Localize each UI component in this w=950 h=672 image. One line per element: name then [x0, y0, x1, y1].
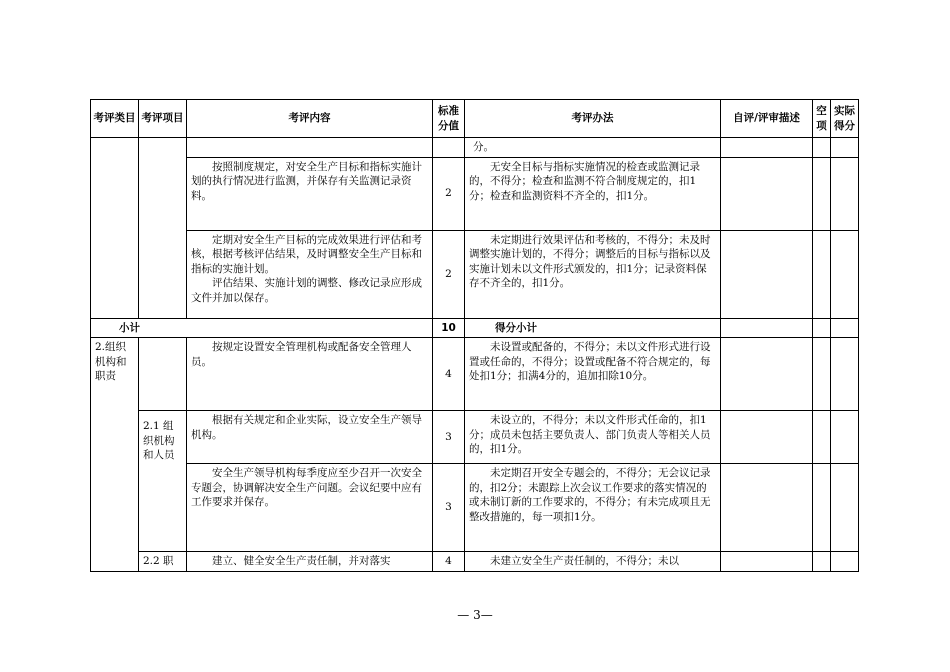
header-actual: 实际得分 [831, 100, 859, 138]
item-cell [139, 338, 187, 411]
actual-cell [831, 338, 859, 411]
score-cell [433, 138, 465, 158]
content-cell [187, 230, 433, 318]
self-eval-cell [721, 338, 813, 411]
table-row [91, 464, 859, 552]
content-cell: 根据有关规定和企业实际，设立安全生产领导机构。 [187, 411, 433, 464]
blank-cell [813, 230, 831, 318]
item-cell: 2.2 职 [139, 552, 187, 572]
self-eval-cell [721, 411, 813, 464]
actual-cell [831, 138, 859, 158]
content-paragraph: 评估结果、实施计划的调整、修改记录应形成文件并加以保存。 [191, 277, 422, 304]
table-row [91, 338, 859, 411]
header-content: 考评内容 [187, 100, 433, 138]
self-eval-cell [721, 552, 813, 572]
category-cell: 2.组织机构和职责 [91, 338, 139, 572]
blank-cell [813, 138, 831, 158]
self-eval-cell [721, 464, 813, 552]
header-blank: 空项 [813, 100, 831, 138]
actual-cell [831, 411, 859, 464]
category-cell [91, 138, 139, 319]
subtotal-label: 小计 [91, 318, 433, 338]
self-eval-cell [721, 157, 813, 230]
item-cell: 2.1 组织机构和人员 [139, 411, 187, 552]
actual-cell [831, 318, 859, 338]
blank-cell [813, 318, 831, 338]
self-eval-cell [721, 230, 813, 318]
evaluation-table [90, 99, 859, 572]
table-row [91, 157, 859, 230]
self-eval-cell [721, 138, 813, 158]
content-cell: 按规定设置安全管理机构或配备安全管理人员。 [187, 338, 433, 411]
table-row [91, 552, 859, 572]
actual-cell [831, 230, 859, 318]
method-cell: 无安全目标与指标实施情况的检查或监测记录的，不得分；检查和监测不符合制度规定的，扣1分；检查和监测资料不齐全的，扣1分。 [465, 157, 721, 230]
header-self-eval: 自评/评审描述 [721, 100, 813, 138]
score-cell: 2 [433, 230, 465, 318]
actual-cell [831, 464, 859, 552]
method-cell: 未设置或配备的，不得分；未以文件形式进行设置或任命的，不得分；设置或配备不符合规定的，每处扣1分；扣满4分的，追加扣除10分。 [465, 338, 721, 411]
method-cell: 未定期进行效果评估和考核的，不得分；未及时调整实施计划的，不得分；调整后的目标与指标以及实施计划未以文件形式颁发的，扣1分；记录资料保存不齐全的，扣1分。 [465, 230, 721, 318]
table-row [91, 138, 859, 158]
method-cell: 未定期召开安全专题会的，不得分；无会议记录的，扣2分；未跟踪上次会议工作要求的落实情况的或未制订新的工作要求的，不得分；有未完成项且无整改措施的，每一项扣1分。 [465, 464, 721, 552]
method-cell: 未设立的，不得分；未以文件形式任命的，扣1分；成员未包括主要负责人、部门负责人等相关人员的，扣1分。 [465, 411, 721, 464]
header-category: 考评类目 [91, 100, 139, 138]
content-cell: 安全生产领导机构每季度应至少召开一次安全专题会，协调解决安全生产问题。会议纪要中应有工作要求并保存。 [187, 464, 433, 552]
score-cell: 2 [433, 157, 465, 230]
content-cell: 按照制度规定，对安全生产目标和指标实施计划的执行情况进行监测，并保存有关监测记录资料。 [187, 157, 433, 230]
evaluation-table-wrapper [90, 99, 859, 572]
score-cell: 3 [433, 464, 465, 552]
method-cell: 分。 [465, 138, 721, 158]
page-number: — 3— [457, 608, 493, 622]
blank-cell [813, 411, 831, 464]
blank-cell [813, 157, 831, 230]
header-row [91, 100, 859, 138]
score-cell: 4 [433, 552, 465, 572]
item-cell [139, 138, 187, 319]
self-eval-cell [721, 318, 813, 338]
score-cell: 4 [433, 338, 465, 411]
content-paragraph: 定期对安全生产目标的完成效果进行评估和考核，根据考核评估结果，及时调整安全生产目标和指标的实施计划。 [191, 233, 422, 275]
content-cell [187, 138, 433, 158]
actual-cell [831, 157, 859, 230]
actual-cell [831, 552, 859, 572]
header-method: 考评办法 [465, 100, 721, 138]
content-cell: 建立、健全安全生产责任制，并对落实 [187, 552, 433, 572]
blank-cell [813, 338, 831, 411]
subtotal-score: 10 [433, 318, 465, 338]
method-cell: 未建立安全生产责任制的，不得分；未以 [465, 552, 721, 572]
table-row [91, 411, 859, 464]
blank-cell [813, 464, 831, 552]
table-row [91, 230, 859, 318]
header-score: 标准分值 [433, 100, 465, 138]
header-item: 考评项目 [139, 100, 187, 138]
score-cell: 3 [433, 411, 465, 464]
blank-cell [813, 552, 831, 572]
subtotal-method: 得分小计 [465, 318, 721, 338]
subtotal-row [91, 318, 859, 338]
